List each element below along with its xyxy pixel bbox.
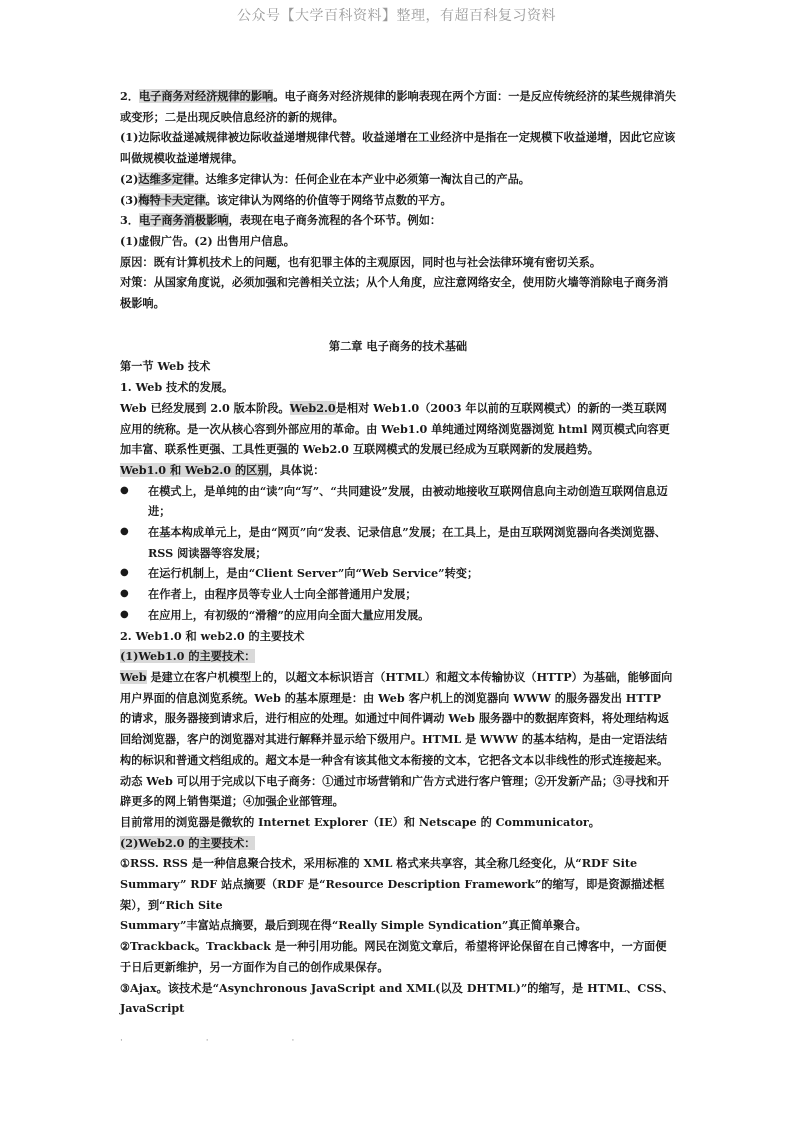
paragraph: 对策：从国家角度说，必须加强和完善相关立法；从个人角度，应注意网络安全，使用防火墙等消除电子商务消极影响。 (120, 275, 669, 311)
page-header: 公众号【大学百科资料】整理，有超百科复习资料 (237, 8, 556, 24)
bullet-icon: ● (120, 608, 129, 620)
paragraph: 3．电子商务消极影响，表现在电子商务流程的各个环节。例如： (120, 213, 442, 228)
highlight: 梅特卡夫定律 (138, 192, 206, 207)
bullet-item: ● 在模式上，是单纯的由“读”向“写”、“共同建设”发展，由被动地接收互联网信息向主动创造互联网信息迈进； (120, 481, 676, 522)
paragraph: ①RSS. RSS 是一种信息聚合技术，采用标准的 XML 格式来共享容，其全称几经变化，从“RDF Site Summary” RDF 站点摘要（RDF 是“Resource Description Framework”的缩写，即是资源描述框架），到“Rich Site (120, 856, 665, 912)
highlight: (2)Web2.0 的主要技术： (120, 835, 256, 850)
subsection-heading (120, 833, 676, 854)
paragraph: Web 已经发展到 2.0 版本阶段。Web2.0是相对 Web1.0（2003 年以前的互联网模式）的新的一类互联网应用的统称。是一次从核心容到外部应用的革命。由 Web1.0 单纯通过网络浏览器浏览 html 网页模式向容更加丰富、联系性更强、工具性更强的 Web2.0 互联网模式的发展已经成为互联网新的发展趋势。 (120, 400, 670, 457)
paragraph: Web1.0 和 Web2.0 的区别，具体说： (120, 462, 325, 477)
paragraph: ③Ajax。该技术是“Asynchronous JavaScript and XML(以及 DHTML)”的缩写，是 HTML、CSS、JavaScript (120, 980, 674, 1016)
subsection-heading: 1. Web 技术的发展。 (120, 380, 234, 395)
paragraph: (1)边际收益递减规律被边际收益递增规律代替。收益递增在工业经济中是指在一定规模下收益递增，因此它应该叫做规模收益递增规律。 (120, 130, 676, 166)
paragraph: 2．电子商务对经济规律的影响。电子商务对经济规律的影响表现在两个方面：一是反应传统经济的某些规律消失或变形；二是出现反映信息经济的新的规律。 (120, 89, 677, 124)
bullet-icon: ● (120, 588, 129, 600)
highlight: Web1.0 和 Web2.0 的区别 (120, 462, 269, 477)
section-heading: 第一节 Web 技术 (120, 359, 211, 374)
bullet-item: ● 在基本构成单元上，是由“网页”向“发表、记录信息”发展；在工具上，是由互联网浏览器向各类浏览器、RSS 阅读器等容发展； (120, 522, 676, 563)
bullet-icon: ● (120, 526, 129, 538)
highlight: Web (120, 669, 147, 684)
paragraph: 目前常用的浏览器是微软的 Internet Explorer（IE）和 Netscape 的 Communicator。 (120, 814, 600, 829)
paragraph: (3)梅特卡夫定律。该定律认为网络的价值等于网络节点数的平方。 (120, 192, 452, 207)
paragraph: ②Trackback。Trackback 是一种引用功能。网民在浏览文章后，希望将评论保留在自己博客中，一方面便于日后更新维护，另一方面作为自己的创作成果保存。 (120, 939, 667, 974)
paragraph: (2)达维多定律。达维多定律认为：任何企业在本产业中必须第一淘汰自己的产品。 (120, 171, 530, 186)
highlight: 达维多定律 (138, 171, 195, 186)
highlight: 电子商务对经济规律的影响 (138, 89, 274, 103)
paragraph: 动态 Web 可以用于完成以下电子商务：①通过市场营销和广告方式进行客户管理；②开发新产品；③寻找和开辟更多的网上销售渠道；④加强企业部管理。 (120, 773, 670, 809)
bullet-icon: ● (120, 567, 129, 579)
document-body (120, 86, 676, 1019)
footer-marks: · · · (120, 1036, 335, 1046)
bullet-item: ● 在运行机制上，是由“Client Server”向“Web Service”转变； (120, 563, 676, 584)
highlight: (1)Web1.0 的主要技术： (120, 649, 256, 664)
paragraph: Web 是建立在客户机模型上的，以超文本标识语言（HTML）和超文本传输协议（HTTP）为基础，能够面向用户界面的信息浏览系统。Web 的基本原理是：由 Web 客户机上的浏览器向 WWW 的服务器发出 HTTP 的请求，服务器接到请求后，进行相应的处理。如通过中间件调动 Web 服务器中的数据库资料，将处理结构返回给浏览器，客户的浏览器对其进行解释并显示给下级用户。HTML 是 WWW 的基本结构，是由一定语法结构的标识和普通文档组成的。超文本是一种含有该其他文本衔接的文本，它把各文本以非线性的形式连接起来。 (120, 669, 673, 767)
highlight: Web2.0 (289, 400, 336, 415)
paragraph: 原因：既有计算机技术上的问题，也有犯罪主体的主观原因，同时也与社会法律环境有密切关系。 (120, 254, 602, 269)
paragraph: Summary”丰富站点摘要，最后到现在得“Really Simple Syndication”真正简单聚合。 (120, 918, 587, 933)
paragraph: (1)虚假广告。(2) 出售用户信息。 (120, 233, 295, 248)
subsection-heading: 2. Web1.0 和 web2.0 的主要技术 (120, 628, 305, 643)
highlight: 电子商务消极影响 (138, 213, 229, 228)
bullet-item: ● 在作者上，由程序员等专业人士向全部普通用户发展； (120, 584, 676, 605)
bullet-icon: ● (120, 484, 129, 496)
subsection-heading (120, 646, 676, 667)
bullet-item: ● 在应用上，有初级的“滑稽”的应用向全面大量应用发展。 (120, 605, 676, 626)
chapter-title: 第二章 电子商务的技术基础 (328, 338, 468, 353)
